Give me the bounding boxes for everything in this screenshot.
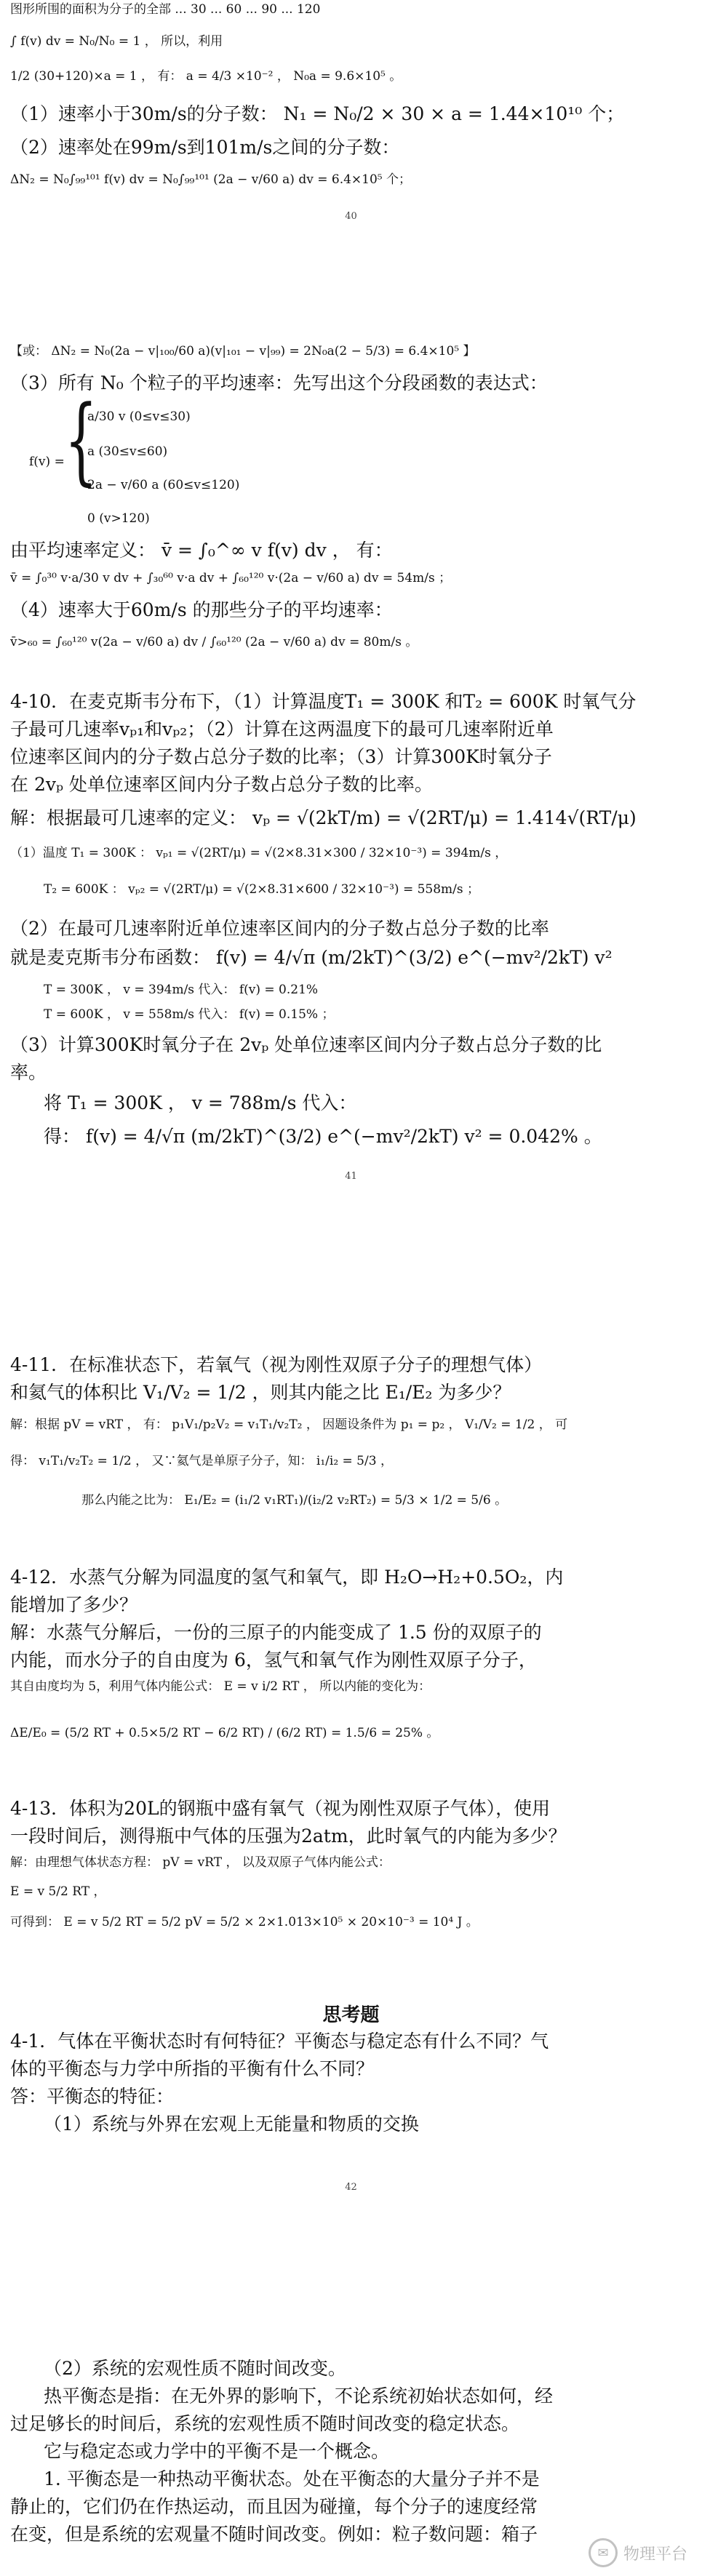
text-line: 解：根据最可几速率的定义： vₚ = √(2kT/m) = √(2RT/μ) = 1.414√(RT/μ) — [10, 807, 637, 828]
math-line: 其自由度均为 5，利用气体内能公式： E = v i/2 RT ， 所以内能的变化为： — [10, 1679, 431, 1694]
math-line: v̄>₆₀ = ∫₆₀¹²⁰ v(2a − v/60 a) dv / ∫₆₀¹²⁰ (2a − v/60 a) dv = 80m/s 。 — [10, 635, 418, 649]
piecewise-case: a (30≤v≤60) — [87, 444, 168, 459]
problem-line: 位速率区间内的分子数占总分子数的比率；（3）计算300K时氧分子 — [10, 746, 552, 767]
text-line: （3）所有 N₀ 个粒子的平均速率：先写出这个分段函数的表达式： — [10, 372, 548, 393]
text-line: （1）速率小于30m/s的分子数： N₁ = N₀/2 × 30 × a = 1.44×10¹⁰ 个； — [10, 103, 625, 124]
math-line: ΔE/E₀ = (5/2 RT + 0.5×5/2 RT − 6/2 RT) / (6/2 RT) = 1.5/6 = 25% 。 — [10, 1726, 439, 1740]
text-line: （2）系统的宏观性质不随时间改变。 — [44, 2358, 346, 2379]
question-line: 体的平衡态与力学中所指的平衡有什么不同？ — [10, 2058, 375, 2079]
text-line: 解：水蒸气分解后，一份的三原子的内能变成了 1.5 份的双原子的 — [10, 1622, 542, 1643]
piecewise-case: 0 (v>120) — [87, 511, 150, 526]
math-line: 【或： ΔN₂ = N₀(2a − v|₁₀₀/60 a)(v|₁₀₁ − v|₉₉) = 2N₀a(2 − 5/3) = 6.4×10⁵ 】 — [10, 344, 476, 359]
math-line: 得： f(v) = 4/√π (m/2kT)^(3/2) e^(−mv²/2kT) v² = 0.042% 。 — [44, 1126, 602, 1147]
math-line: T = 600K ， v = 558m/s 代入： f(v) = 0.15% ； — [44, 1007, 335, 1022]
math-line: 解：根据 pV = vRT ， 有： p₁V₁/p₂V₂ = v₁T₁/v₂T₂ ， 因题设条件为 p₁ = p₂ ， V₁/V₂ = 1/2 ， 可 — [10, 1417, 568, 1432]
math-line: E = v 5/2 RT ， — [10, 1884, 106, 1899]
text-line: 由平均速率定义： v̄ = ∫₀^∞ v f(v) dv ， 有： — [10, 540, 393, 561]
page-number: 40 — [345, 211, 357, 222]
text-line: 图形所围的面积为分子的全部 ... 30 ... 60 ... 90 ... 120 — [10, 2, 321, 17]
math-line: 解：由理想气体状态方程： pV = vRT ， 以及双原子气体内能公式： — [10, 1855, 391, 1870]
page-40-fragment — [0, 0, 702, 342]
piecewise-label: f(v) = — [29, 455, 65, 469]
problem-line: 4-12．水蒸气分解为同温度的氢气和氧气，即 H₂O→H₂+0.5O₂，内 — [10, 1567, 564, 1588]
text-line: 静止的，它们仍在作热运动，而且因为碰撞，每个分子的速度经常 — [10, 2496, 538, 2517]
text-line: 内能，而水分子的自由度为 6，氢气和氧气作为刚性双原子分子， — [10, 1649, 537, 1671]
question-line: 4-1．气体在平衡状态时有何特征？平衡态与稳定态有什么不同？气 — [10, 2031, 549, 2052]
math-line: ∫ f(v) dv = N₀/N₀ = 1 ， 所以，利用 — [10, 34, 223, 49]
page-number: 41 — [345, 1171, 357, 1182]
text-line: （4）速率大于60m/s 的那些分子的平均速率： — [10, 599, 393, 620]
math-line: ΔN₂ = N₀∫₉₉¹⁰¹ f(v) dv = N₀∫₉₉¹⁰¹ (2a − v/60 a) dv = 6.4×10⁵ 个； — [10, 172, 412, 187]
text-line: 将 T₁ = 300K ， v = 788m/s 代入： — [44, 1092, 357, 1113]
math-line: 可得到： E = v 5/2 RT = 5/2 pV = 5/2 × 2×1.013×10⁵ × 20×10⁻³ = 10⁴ J 。 — [10, 1915, 479, 1929]
math-line: （1）温度 T₁ = 300K ： vₚ₁ = √(2RT/μ) = √(2×8.31×300 / 32×10⁻³) = 394m/s ， — [10, 846, 508, 860]
math-line: 得： v₁T₁/v₂T₂ = 1/2 ， 又∵氦气是单原子分子，知： i₁/i₂ = 5/3 ， — [10, 1454, 393, 1468]
problem-line: 4-13．体积为20L的钢瓶中盛有氧气（视为刚性双原子气体），使用 — [10, 1798, 551, 1819]
math-line: T = 300K ， v = 394m/s 代入： f(v) = 0.21% — [44, 983, 319, 997]
wechat-icon: ✉ — [589, 2538, 618, 2567]
problem-line: 在 2vₚ 处单位速率区间内分子数占总分子数的比率。 — [10, 774, 433, 795]
problem-line: 子最可几速率vₚ₁和vₚ₂；（2）计算在这两温度下的最可几速率附近单 — [10, 719, 554, 740]
text-line: （2）在最可几速率附近单位速率区间内的分子数占总分子数的比率 — [10, 918, 549, 939]
text-line: 率。 — [10, 1062, 47, 1083]
math-line: 1/2 (30+120)×a = 1 ， 有： a = 4/3 ×10⁻² ， N₀a = 9.6×10⁵ 。 — [10, 69, 402, 84]
text-line: （3）计算300K时氧分子在 2vₚ 处单位速率区间内分子数占总分子数的比 — [10, 1034, 602, 1055]
piecewise-case: a/30 v (0≤v≤30) — [87, 409, 191, 424]
piecewise-brace: { — [64, 385, 98, 495]
problem-line: 4-10．在麦克斯韦分布下，（1）计算温度T₁ = 300K 和T₂ = 600K 时氧气分 — [10, 691, 637, 712]
text-line: 1. 平衡态是一种热动平衡状态。处在平衡态的大量分子并不是 — [44, 2468, 540, 2489]
page-41 — [0, 342, 702, 1309]
text-line: 答：平衡态的特征： — [10, 2086, 175, 2107]
watermark-text: 物理平台 — [623, 2545, 687, 2564]
text-line: （1）系统与外界在宏观上无能量和物质的交换 — [44, 2113, 419, 2135]
page-42 — [0, 1309, 702, 2255]
problem-line: 一段时间后，测得瓶中气体的压强为2atm，此时氧气的内能为多少？ — [10, 1825, 567, 1847]
problem-line: 和氦气的体积比 V₁/V₂ = 1/2 ，则其内能之比 E₁/E₂ 为多少？ — [10, 1382, 511, 1403]
text-line: 它与稳定态或力学中的平衡不是一个概念。 — [44, 2441, 390, 2462]
problem-line: 4-11．在标准状态下，若氧气（视为刚性双原子分子的理想气体） — [10, 1354, 543, 1375]
math-line: v̄ = ∫₀³⁰ v·a/30 v dv + ∫₃₀⁶⁰ v·a dv + ∫₆₀¹²⁰ v·(2a − v/60 a) dv = 54m/s ； — [10, 571, 452, 585]
text-line: 热平衡态是指：在无外界的影响下，不论系统初始状态如何，经 — [44, 2385, 554, 2407]
watermark — [589, 2538, 687, 2567]
problem-line: 能增加了多少？ — [10, 1594, 138, 1615]
text-line: 就是麦克斯韦分布函数： f(v) = 4/√π (m/2kT)^(3/2) e^(−mv²/2kT) v² — [10, 947, 613, 968]
page-43-fragment — [0, 2255, 702, 2576]
math-line: T₂ = 600K ： vₚ₂ = √(2RT/μ) = √(2×8.31×600 / 32×10⁻³) = 558m/s ； — [44, 882, 480, 897]
piecewise-case: 2a − v/60 a (60≤v≤120) — [87, 478, 240, 492]
page-number: 42 — [345, 2182, 357, 2193]
text-line: 在变，但是系统的宏观量不随时间改变。例如：粒子数问题：箱子 — [10, 2524, 538, 2545]
text-line: （2）速率处在99m/s到101m/s之间的分子数： — [10, 137, 400, 158]
section-heading: 思考题 — [322, 2004, 380, 2026]
text-line: 过足够长的时间后，系统的宏观性质不随时间改变的稳定状态。 — [10, 2413, 520, 2434]
math-line: 那么内能之比为： E₁/E₂ = (i₁/2 v₁RT₁)/(i₂/2 v₂RT₂) = 5/3 × 1/2 = 5/6 。 — [81, 1493, 508, 1508]
